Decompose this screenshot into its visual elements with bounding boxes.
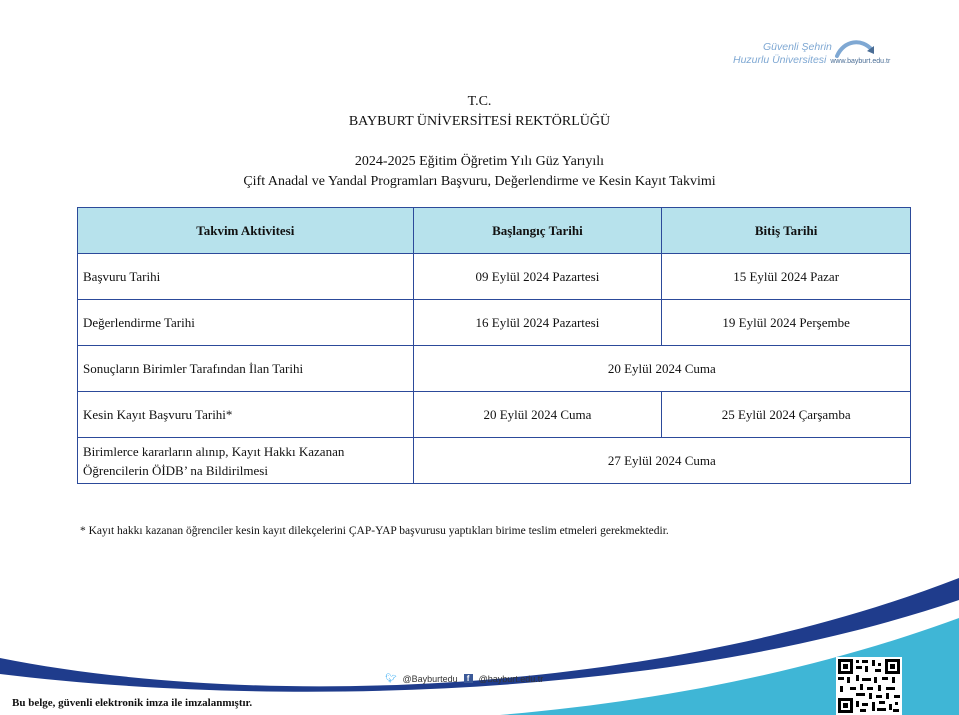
calendar-table xyxy=(77,207,911,484)
row-activity: Başvuru Tarihi xyxy=(78,254,414,300)
logo-line1: Güvenli Şehrin xyxy=(763,41,832,53)
header-university: BAYBURT ÜNİVERSİTESİ REKTÖRLÜĞÜ xyxy=(348,114,611,129)
header-activity: Takvim Aktivitesi xyxy=(78,208,414,254)
footer-wave-decoration xyxy=(0,578,959,715)
row-activity: Birimlerce kararların alınıp, Kayıt Hakkı Kazanan Öğrencilerin ÖİDB’ na Bildirilmesi xyxy=(78,438,414,484)
header-start: Başlangıç Tarihi xyxy=(413,208,662,254)
table-row xyxy=(78,254,911,300)
row-end: 19 Eylül 2024 Perşembe xyxy=(662,300,911,346)
row-end: 25 Eylül 2024 Çarşamba xyxy=(662,392,911,438)
social-links xyxy=(385,673,543,684)
row-activity: Kesin Kayıt Başvuru Tarihi* xyxy=(78,392,414,438)
header-tc: T.C. xyxy=(467,94,492,109)
swoosh-arrow-icon xyxy=(834,38,878,62)
twitter-icon: 🐦︎ xyxy=(385,673,397,683)
qr-code xyxy=(836,657,902,715)
table-row xyxy=(78,346,911,392)
table-row xyxy=(78,392,911,438)
footnote: * Kayıt hakkı kazanan öğrenciler kesin kayıt dilekçelerini ÇAP-YAP başvurusu yaptıkları birime teslim etmeleri gerekmektedir. xyxy=(80,525,669,537)
row-activity: Sonuçların Birimler Tarafından İlan Tarihi xyxy=(78,346,414,392)
university-logo xyxy=(733,38,913,72)
row-start: 16 Eylül 2024 Pazartesi xyxy=(413,300,662,346)
table-header-row xyxy=(78,208,911,254)
facebook-icon: f xyxy=(464,674,473,683)
header-subtitle: Çift Anadal ve Yandal Programları Başvuru, Değerlendirme ve Kesin Kayıt Takvimi xyxy=(243,174,716,189)
facebook-handle[interactable]: @bayburt.edu.tr xyxy=(478,673,544,684)
header-end: Bitiş Tarihi xyxy=(662,208,911,254)
row-start: 09 Eylül 2024 Pazartesi xyxy=(413,254,662,300)
row-end: 15 Eylül 2024 Pazar xyxy=(662,254,911,300)
logo-line2: Huzurlu Üniversitesi www.bayburt.edu.tr xyxy=(733,54,891,66)
table-row xyxy=(78,438,911,484)
row-start: 20 Eylül 2024 Cuma xyxy=(413,392,662,438)
header-term: 2024-2025 Eğitim Öğretim Yılı Güz Yarıyılı xyxy=(354,154,605,169)
row-activity: Değerlendirme Tarihi xyxy=(78,300,414,346)
row-date: 20 Eylül 2024 Cuma xyxy=(413,346,910,392)
row-date: 27 Eylül 2024 Cuma xyxy=(413,438,910,484)
table-row xyxy=(78,300,911,346)
logo-url: www.bayburt.edu.tr xyxy=(830,58,891,65)
twitter-handle[interactable]: @Bayburtedu xyxy=(402,673,458,684)
e-signature-note: Bu belge, güvenli elektronik imza ile imzalanmıştır. xyxy=(12,697,253,709)
